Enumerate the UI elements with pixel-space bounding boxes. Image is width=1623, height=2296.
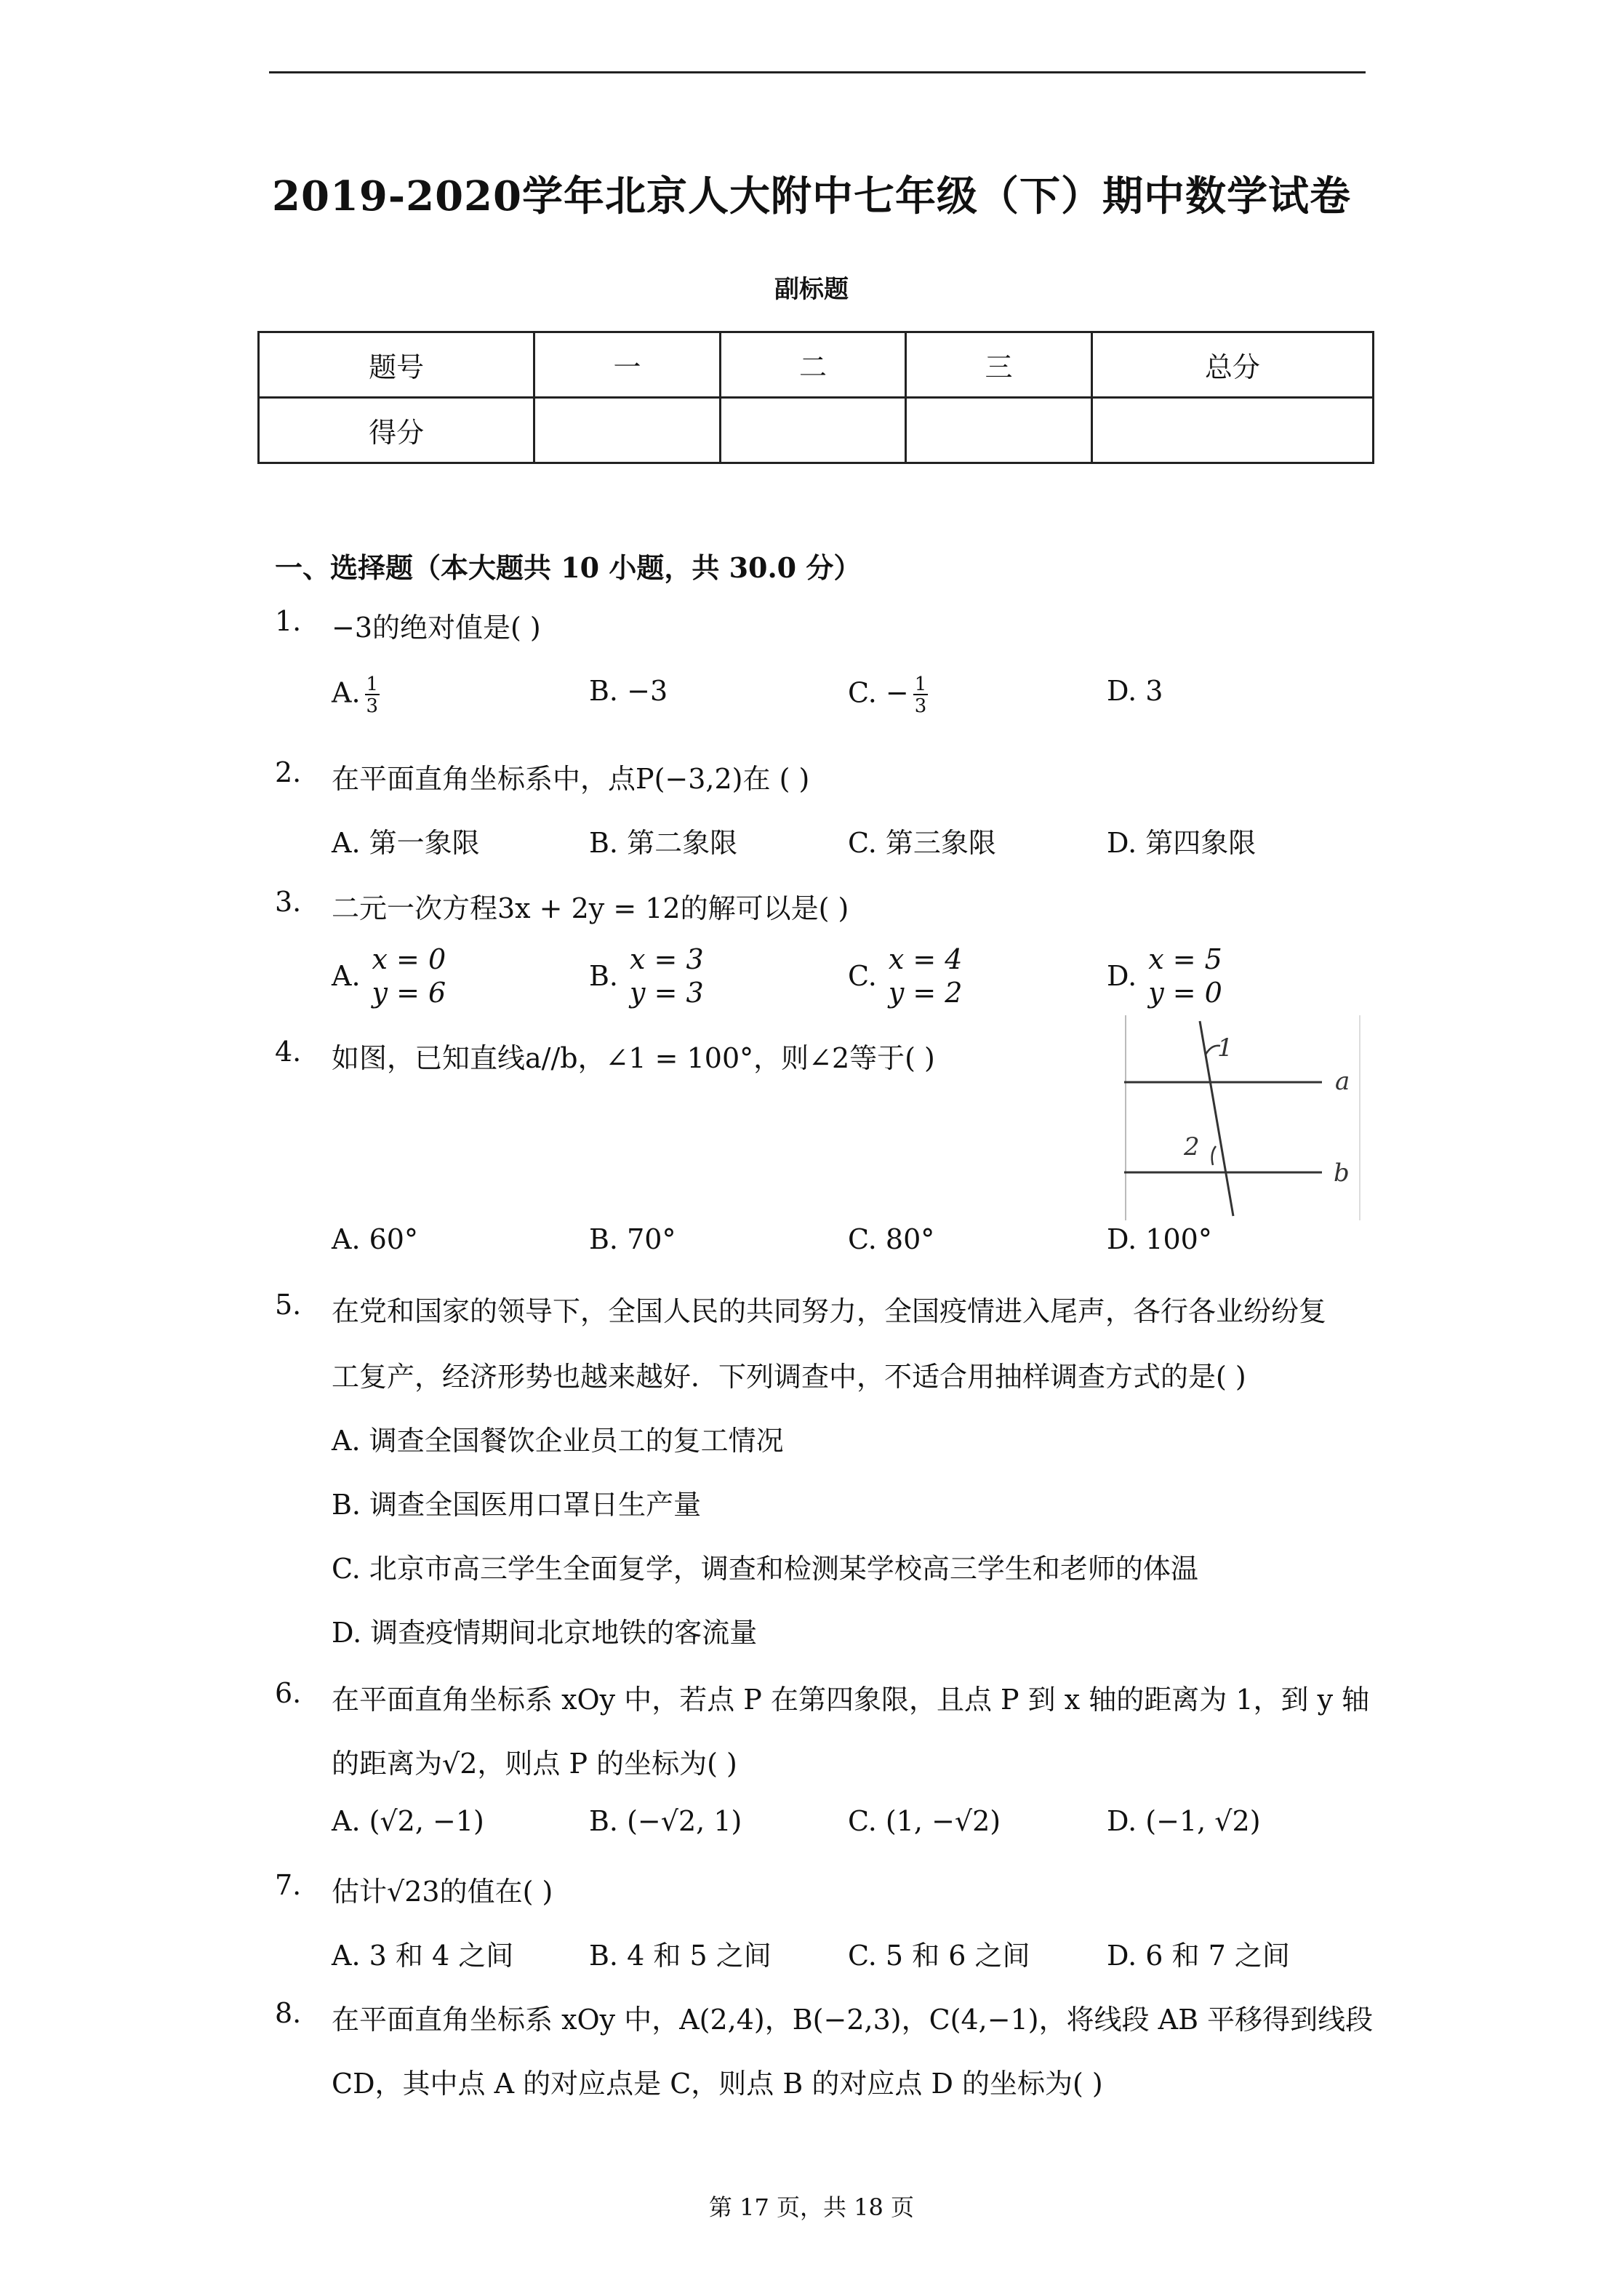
option-b bbox=[332, 1482, 701, 1522]
option-label: B. bbox=[589, 960, 619, 992]
exam-title: 2019-2020学年北京人大附中七年级（下）期中数学试卷 bbox=[272, 172, 1351, 220]
option-label: C. bbox=[848, 960, 877, 992]
option-label: D. bbox=[1107, 827, 1137, 859]
option-d bbox=[1107, 1223, 1212, 1255]
question-number: 2. bbox=[275, 756, 302, 788]
option-label: A. bbox=[332, 1425, 361, 1457]
option-text: (1, −√2) bbox=[885, 1805, 1001, 1837]
option-a bbox=[332, 675, 380, 716]
score-row-label: 得分 bbox=[259, 398, 534, 463]
option-text: (−1, √2) bbox=[1145, 1805, 1261, 1837]
option-text: 4 和 5 之间 bbox=[627, 1940, 772, 1972]
score-header-cell: 二 bbox=[720, 332, 906, 398]
option-label: A. bbox=[332, 676, 361, 709]
option-b bbox=[589, 675, 668, 707]
option-prefix: − bbox=[885, 676, 909, 709]
option-label: B. bbox=[589, 1805, 619, 1837]
option-d bbox=[1107, 820, 1256, 860]
option-d bbox=[332, 1610, 757, 1650]
option-label: C. bbox=[848, 1940, 877, 1972]
option-d bbox=[1107, 675, 1163, 707]
question-text-line: 工复产，经济形势也越来越好．下列调查中，不适合用抽样调查方式的是( ) bbox=[332, 1361, 1246, 1393]
angle-2-label: 2 bbox=[1184, 1132, 1200, 1161]
question-text: 如图，已知直线a//b，∠1 = 100°，则∠2等于( ) bbox=[332, 1042, 935, 1074]
line-a-label: a bbox=[1335, 1067, 1350, 1096]
option-text: (√2, −1) bbox=[369, 1805, 484, 1837]
option-b bbox=[589, 1223, 676, 1255]
option-label: D. bbox=[332, 1617, 362, 1649]
equation-line: x = 4 bbox=[888, 943, 963, 975]
question-text-line: CD，其中点 A 的对应点是 C，则点 B 的对应点 D 的坐标为( ) bbox=[332, 2068, 1103, 2100]
equation-system bbox=[1148, 943, 1222, 1009]
equation-line: y = 3 bbox=[630, 977, 704, 1009]
option-b bbox=[589, 820, 737, 860]
page-footer: 第 17 页，共 18 页 bbox=[708, 2193, 915, 2221]
option-c bbox=[848, 820, 996, 860]
option-label: D. bbox=[1107, 1805, 1137, 1837]
option-a bbox=[332, 1418, 784, 1458]
option-label: C. bbox=[848, 827, 877, 859]
option-label: D. bbox=[1107, 960, 1137, 992]
option-text: 6 和 7 之间 bbox=[1145, 1940, 1290, 1972]
fraction-denominator: 3 bbox=[914, 695, 927, 717]
option-text: 调查全国餐饮企业员工的复工情况 bbox=[369, 1425, 784, 1457]
equation-line: y = 0 bbox=[1148, 977, 1222, 1009]
equation-line: y = 2 bbox=[888, 977, 963, 1009]
question-text-line: 在平面直角坐标系 xOy 中，若点 P 在第四象限，且点 P 到 x 轴的距离为 1，到 y 轴 bbox=[332, 1684, 1370, 1716]
question-text: 在平面直角坐标系中，点P(−3,2)在 ( ) bbox=[332, 763, 810, 795]
score-cell bbox=[720, 398, 906, 463]
option-text: 第二象限 bbox=[627, 827, 738, 859]
fraction bbox=[913, 675, 929, 716]
fraction-numerator: 1 bbox=[914, 673, 927, 695]
question-number: 8. bbox=[275, 1997, 302, 2029]
option-b bbox=[589, 1933, 772, 1973]
fraction-denominator: 3 bbox=[366, 695, 379, 717]
option-label: A. bbox=[332, 1223, 361, 1255]
option-label: C. bbox=[848, 1805, 877, 1837]
question-text-line: 在党和国家的领导下，全国人民的共同努力，全国疫情进入尾声，各行各业纷纷复 bbox=[332, 1295, 1327, 1327]
option-text: 70° bbox=[627, 1223, 676, 1255]
option-label: B. bbox=[589, 827, 619, 859]
question-text: −3的绝对值是( ) bbox=[332, 612, 541, 644]
equation-line: x = 0 bbox=[372, 943, 446, 975]
option-text: 80° bbox=[885, 1223, 935, 1255]
score-header-cell: 题号 bbox=[259, 332, 534, 398]
option-a bbox=[332, 1933, 513, 1973]
line-b-label: b bbox=[1334, 1159, 1350, 1188]
option-text: 调查疫情期间北京地铁的客流量 bbox=[370, 1617, 758, 1649]
exam-subtitle: 副标题 bbox=[774, 275, 849, 304]
score-header-cell: 三 bbox=[906, 332, 1092, 398]
option-label: A. bbox=[332, 1940, 361, 1972]
option-c bbox=[848, 1223, 934, 1255]
option-label: D. bbox=[1107, 675, 1137, 707]
option-text: 60° bbox=[369, 1223, 418, 1255]
option-d bbox=[1107, 1805, 1261, 1837]
option-c bbox=[848, 1933, 1030, 1973]
equation-system bbox=[889, 943, 963, 1009]
option-d bbox=[1107, 1933, 1290, 1973]
option-label: C. bbox=[332, 1553, 361, 1585]
option-b bbox=[589, 943, 704, 1009]
option-label: D. bbox=[1107, 1223, 1137, 1255]
option-text: 100° bbox=[1145, 1223, 1212, 1255]
question-number: 5. bbox=[275, 1289, 302, 1321]
option-a bbox=[332, 820, 480, 860]
question-text-line: 在平面直角坐标系 xOy 中，A(2,4)，B(−2,3)，C(4,−1)，将线段 AB 平移得到线段 bbox=[332, 2004, 1374, 2036]
angle-1-label: 1 bbox=[1217, 1033, 1233, 1063]
question-number: 7. bbox=[275, 1869, 302, 1901]
header-rule bbox=[269, 71, 1366, 73]
option-c bbox=[848, 1805, 1001, 1837]
option-c bbox=[332, 1546, 1198, 1586]
option-label: B. bbox=[589, 1940, 619, 1972]
fraction-numerator: 1 bbox=[366, 673, 379, 695]
score-cell bbox=[534, 398, 721, 463]
question-number: 6. bbox=[275, 1677, 302, 1709]
option-text: 第一象限 bbox=[369, 827, 480, 859]
option-text: 调查全国医用口罩日生产量 bbox=[369, 1489, 702, 1521]
score-cell bbox=[906, 398, 1092, 463]
option-label: B. bbox=[589, 1223, 619, 1255]
option-label: A. bbox=[332, 827, 361, 859]
option-text: (−√2, 1) bbox=[627, 1805, 742, 1837]
option-a bbox=[332, 1805, 484, 1837]
fraction bbox=[365, 675, 380, 716]
equation-system bbox=[630, 943, 704, 1009]
option-label: A. bbox=[332, 1805, 361, 1837]
question-text: 估计√23的值在( ) bbox=[332, 1876, 553, 1908]
option-text: 3 和 4 之间 bbox=[369, 1940, 514, 1972]
option-label: D. bbox=[1107, 1940, 1137, 1972]
question-text-line: 的距离为√2，则点 P 的坐标为( ) bbox=[332, 1748, 737, 1780]
score-cell bbox=[1091, 398, 1373, 463]
option-c bbox=[848, 943, 962, 1009]
option-text: 5 和 6 之间 bbox=[885, 1940, 1030, 1972]
option-label: A. bbox=[332, 960, 361, 992]
score-header-cell: 一 bbox=[534, 332, 721, 398]
question-text: 二元一次方程3x + 2y = 12的解可以是( ) bbox=[332, 892, 849, 924]
parallel-lines-figure bbox=[1124, 1015, 1361, 1220]
option-text: 3 bbox=[1145, 675, 1163, 707]
option-a bbox=[332, 943, 446, 1009]
option-c bbox=[848, 675, 928, 716]
score-table-row bbox=[259, 398, 1374, 463]
option-label: C. bbox=[848, 676, 877, 709]
option-d bbox=[1107, 943, 1222, 1009]
option-label: C. bbox=[848, 1223, 877, 1255]
option-a bbox=[332, 1223, 418, 1255]
equation-system bbox=[372, 943, 446, 1009]
score-table-header-row bbox=[259, 332, 1374, 398]
option-text: 第四象限 bbox=[1145, 827, 1257, 859]
option-text: −3 bbox=[627, 675, 668, 707]
option-b bbox=[589, 1805, 742, 1837]
angle-2-arc bbox=[1212, 1146, 1216, 1165]
option-text: 第三象限 bbox=[885, 827, 996, 859]
score-table bbox=[257, 331, 1374, 464]
question-number: 4. bbox=[275, 1036, 302, 1068]
equation-line: x = 3 bbox=[630, 943, 704, 975]
equation-line: x = 5 bbox=[1148, 943, 1222, 975]
option-label: B. bbox=[332, 1489, 361, 1521]
question-number: 3. bbox=[275, 886, 302, 918]
option-text: 北京市高三学生全面复学，调查和检测某学校高三学生和老师的体温 bbox=[369, 1553, 1198, 1585]
equation-line: y = 6 bbox=[372, 977, 446, 1009]
question-number: 1. bbox=[275, 605, 302, 637]
score-header-cell: 总分 bbox=[1091, 332, 1373, 398]
section-heading: 一、选择题（本大题共 10 小题，共 30.0 分） bbox=[275, 551, 862, 584]
option-label: B. bbox=[589, 675, 619, 707]
